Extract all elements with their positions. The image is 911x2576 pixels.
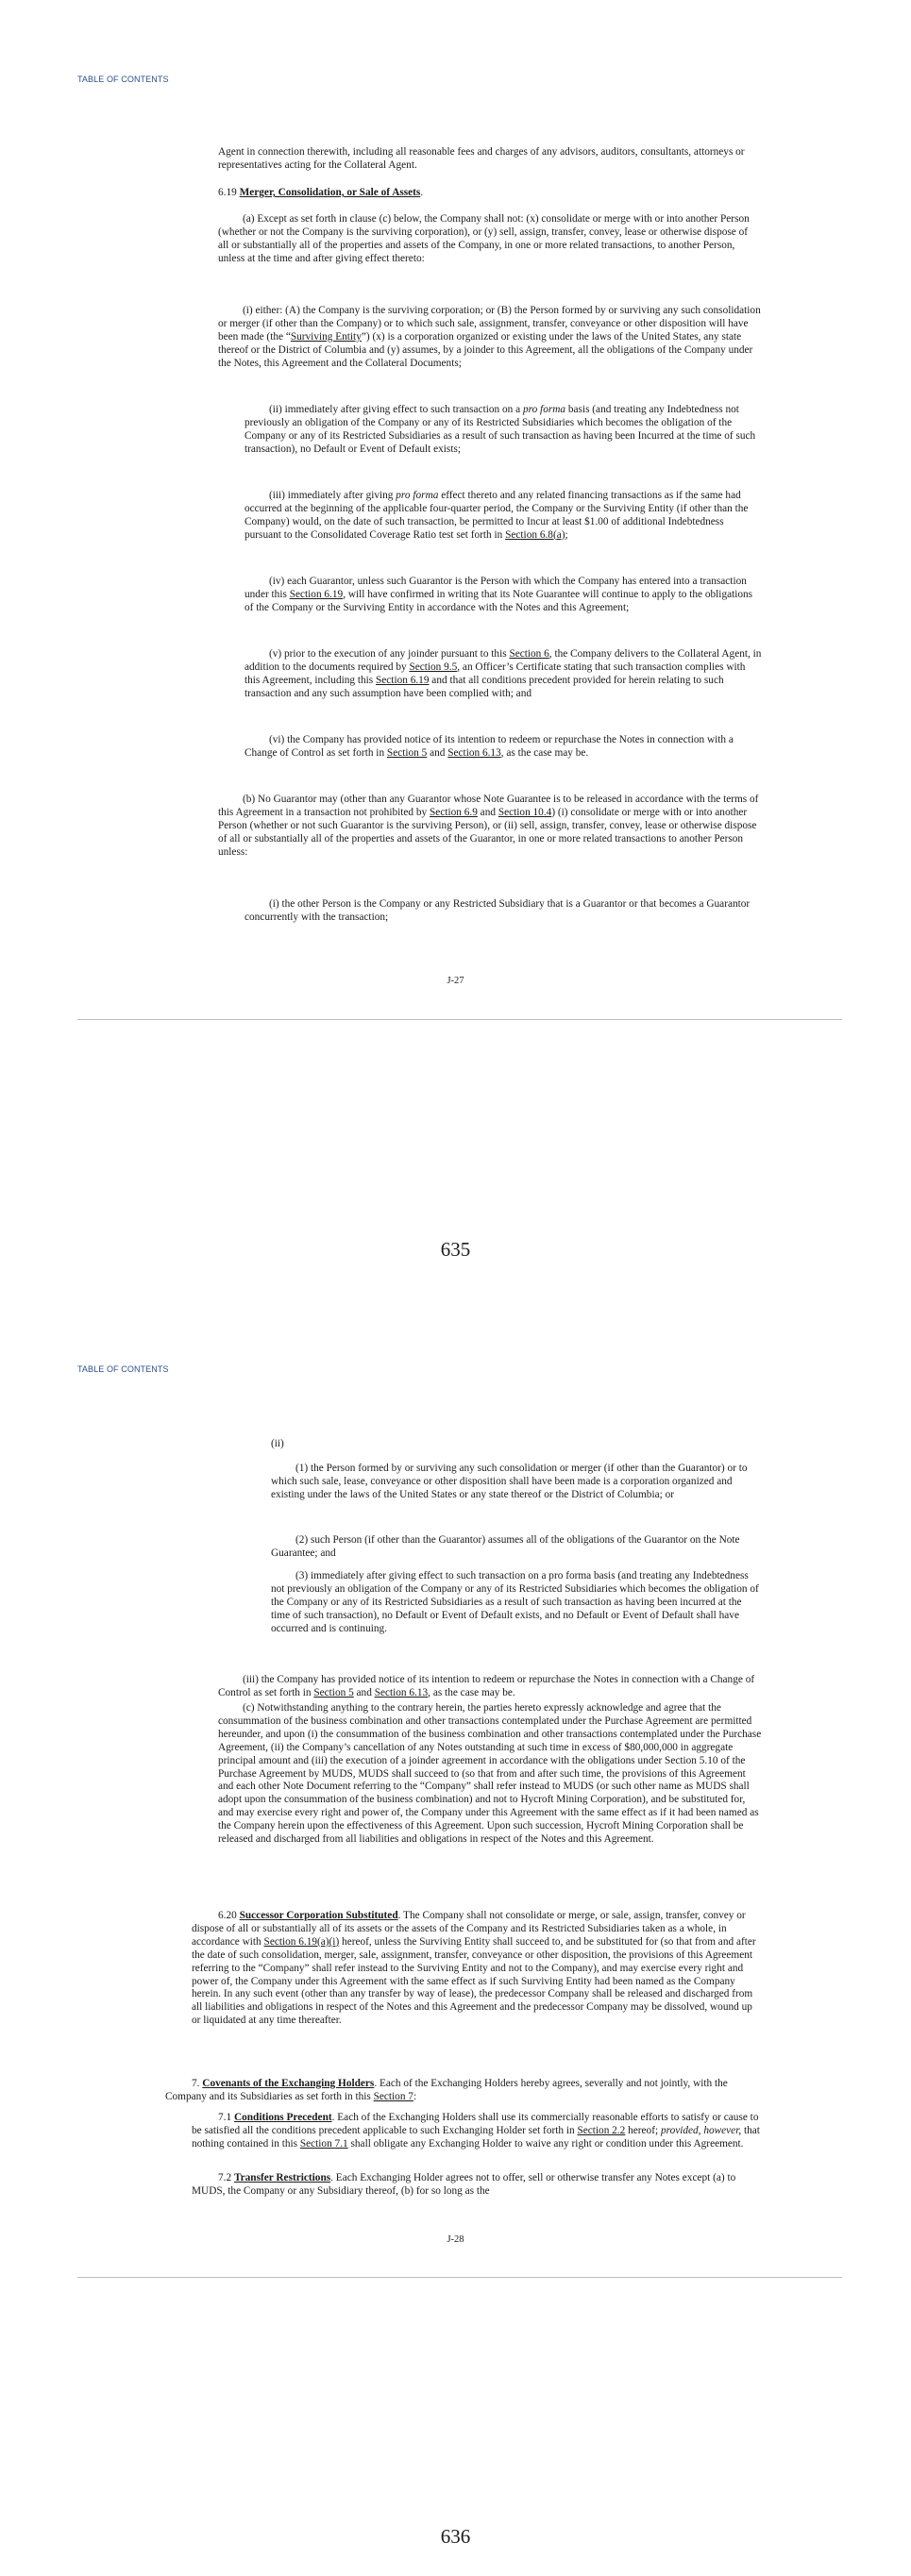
text: shall obligate any Exchanging Holder to waive any right or condition under this Agreement. <box>347 2137 744 2149</box>
section-5-link[interactable]: Section 5 <box>386 746 428 759</box>
section-title: Merger, Consolidation, or Sale of Assets <box>239 187 421 198</box>
text: ”) (x) is a corporation organized or existing under the laws of the United States, any state thereof or the District of Columbia and (y) assumes, by a joinder to this Agreement, all the obligations of the Company under the Notes, this Agreement and the Collateral Documents; <box>218 330 753 369</box>
section-title: Successor Corporation Substituted <box>239 1910 398 1921</box>
page-folio: J-28 <box>447 2234 464 2245</box>
section-6-9-link[interactable]: Section 6.9 <box>430 806 478 818</box>
clause-b-i: (i) the other Person is the Company or any Restricted Subsidiary that is a Guarantor or that becomes a Guarantor concurrently with the transaction; <box>245 898 751 923</box>
page-folio: J-27 <box>447 976 464 986</box>
text: (i) either: (A) the Company is the surviving corporation; or (B) the Person formed by or surviving any such consolidation or merger (if other than the Company) or to which such sale, assignment, transfer, conveyance or other disposition will have been made (the “ <box>218 305 761 343</box>
text: ; <box>565 528 568 541</box>
clause-iv <box>245 576 762 615</box>
subclause-2: (2) such Person (if other than the Guarantor) assumes all of the obligations of the Guarantor on the Note Guarantee; and <box>271 1534 740 1559</box>
page-number: 636 <box>440 2525 471 2548</box>
section-number: 7.1 <box>218 2112 234 2123</box>
page-divider <box>77 1019 842 1020</box>
text: hereof; <box>625 2124 661 2136</box>
text: and <box>477 806 498 818</box>
text: and <box>427 746 448 759</box>
section-9-5-link[interactable]: Section 9.5 <box>409 661 458 673</box>
text: that nothing contained in this <box>192 2124 760 2149</box>
section-6-8a-link[interactable]: Section 6.8(a) <box>505 528 565 541</box>
text: , as the case may be. <box>500 746 589 759</box>
text: (v) prior to the execution of any joinder pursuant to this <box>269 648 510 660</box>
text: and <box>353 1686 375 1698</box>
clause-a: (a) Except as set forth in clause (c) below, the Company shall not: (x) consolidate or merge with or into another Person (whether or not the Company is the surviving corporation), or (y) sell, assign, transfer, convey, lease or otherwise dispose of all or substantially all of the properties and assets of the Company, in one or more related transactions, to another Person, unless at the time and after giving effect thereto: <box>218 213 750 264</box>
page-divider <box>77 2277 842 2278</box>
text: (iii) immediately after giving <box>269 490 396 501</box>
clause-iii-notice <box>218 1674 762 1700</box>
section-title: Conditions Precedent <box>233 2112 332 2123</box>
clause-iii <box>245 490 762 543</box>
section-6-13-link[interactable]: Section 6.13 <box>374 1686 429 1698</box>
italic-text: pro forma <box>396 490 439 501</box>
text: (iv) each Guarantor, unless such Guarantor is the Person with which the Company has entered into a transaction under this <box>245 576 747 600</box>
text: basis (and treating any Indebtedness not previously an obligation of the Company or any of its Restricted Subsidiaries which becomes the obligation of the Company or any of its Restricted Subsidiaries as a result of such transaction as having been Incurred at the time of such transaction), no Default or Event of Default exists; <box>245 404 756 455</box>
text: effect thereto and any related financing transactions as if the same had occurred at the beginning of the applicable four-quarter period, the Company or the Surviving Entity (if other than the Company) would, on the date of such transaction, be permitted to Incur at least $1.00 of additional Indebtedness pursuant to the Consolidated Coverage Ratio test set forth in <box>245 490 749 541</box>
surviving-entity-term: Surviving Entity <box>290 330 362 343</box>
section-7-1 <box>192 2112 762 2151</box>
text: , the Company delivers to the Collateral Agent, in addition to the documents required by <box>245 648 762 673</box>
page-number: 635 <box>440 1238 471 1261</box>
clause-ii-label: (ii) <box>271 1438 284 1449</box>
text: ) (i) consolidate or merge with or into another Person (whether or not such Guarantor is the surviving Person), or (ii) sell, assign, transfer, convey, lease or otherwise dispose of all or substantially all of the properties and assets of the Guarantor, in one or more related transactions to another Person unless: <box>218 806 757 858</box>
clause-b <box>218 794 761 860</box>
section-5-link[interactable]: Section 5 <box>313 1686 354 1698</box>
text: (iii) the Company has provided notice of its intention to redeem or repurchase the Notes in connection with a Change of Control as set forth in <box>218 1674 755 1698</box>
section-6-19-heading: 6.19 Merger, Consolidation, or Sale of Assets. <box>218 187 424 198</box>
section-number: 7.2 <box>218 2172 234 2183</box>
italic-text: pro forma <box>522 404 566 415</box>
clause-ii <box>245 404 762 457</box>
section-7-2 <box>192 2172 762 2199</box>
text: . Each of the Exchanging Holders hereby agrees, severally and not jointly, with the Company and its Subsidiaries as set forth in this <box>165 2078 728 2102</box>
text: . The Company shall not consolidate or merge, or sale, assign, transfer, convey or dispose of all or substantially all of its assets or the assets of the Company and its Restricted Subsidiaries taken as a whole, in accordance with <box>192 1910 746 1948</box>
table-of-contents-link[interactable]: TABLE OF CONTENTS <box>77 75 169 84</box>
section-number: 6.20 <box>218 1910 240 1921</box>
text: , will have confirmed in writing that its Note Guarantee will continue to apply to the obligations of the Company or the Surviving Entity in accordance with the Notes and this Agreement; <box>245 588 753 613</box>
paragraph-collateral-agent: Agent in connection therewith, including all reasonable fees and charges of any advisors, auditors, consultants, attorneys or representatives acting for the Collateral Agent. <box>218 146 745 171</box>
table-of-contents-link[interactable]: TABLE OF CONTENTS <box>77 1364 169 1374</box>
text: , as the case may be. <box>428 1686 515 1698</box>
section-7 <box>165 2078 762 2104</box>
subclause-3: (3) immediately after giving effect to such transaction on a pro forma basis (and treating any Indebtedness not previously an obligation of the Company or any of its Restricted Subsidiaries which becomes the obligation of the Company or any of its Restricted Subsidiaries as a result of such transaction as having been incurred at the time of such transaction), no Default or Event of Default exists, and no Default or Event of Default shall have occurred and is continuing. <box>271 1570 759 1634</box>
section-title: Transfer Restrictions <box>233 2172 331 2183</box>
section-6-link[interactable]: Section 6 <box>509 648 549 660</box>
section-2-2-link[interactable]: Section 2.2 <box>577 2124 626 2136</box>
text: (b) No Guarantor may (other than any Guarantor whose Note Guarantee is to be released in accordance with the terms of this Agreement in a transaction not prohibited by <box>218 794 759 818</box>
text: . Each Exchanging Holder agrees not to offer, sell or otherwise transfer any Notes except (a) to MUDS, the Company or any Subsidiary thereof, (b) for so long as the <box>192 2172 736 2197</box>
section-7-1-link[interactable]: Section 7.1 <box>299 2137 348 2149</box>
clause-vi <box>245 734 762 761</box>
section-title: Covenants of the Exchanging Holders <box>202 2078 375 2089</box>
section-7-link[interactable]: Section 7 <box>373 2090 413 2102</box>
clause-i <box>218 305 761 371</box>
section-6-19ai-link[interactable]: Section 6.19(a)(i) <box>263 1935 340 1948</box>
section-10-4-link[interactable]: Section 10.4 <box>498 806 552 818</box>
subclause-1: (1) the Person formed by or surviving any such consolidation or merger (if other than the Guarantor) or to which such sale, lease, conveyance or other disposition shall have been made is a corporation organized and existing under the laws of the United States or any state thereof or the District of Columbia; or <box>271 1463 748 1500</box>
clause-v <box>245 648 762 701</box>
section-number: 6.19 <box>218 187 240 198</box>
section-number: 7. <box>192 2078 203 2089</box>
section-6-13-link[interactable]: Section 6.13 <box>447 746 501 759</box>
text: : <box>413 2090 417 2102</box>
text: (vi) the Company has provided notice of its intention to redeem or repurchase the Notes in connection with a Change of Control as set forth in <box>245 734 734 759</box>
italic-text: provided, however, <box>660 2124 742 2136</box>
text: (ii) immediately after giving effect to such transaction on a <box>269 404 523 415</box>
text: , an Officer’s Certificate stating that such transaction complies with this Agreement, including this <box>245 661 746 686</box>
text: . Each of the Exchanging Holders shall use its commercially reasonable efforts to satisfy or cause to be satisfied all the conditions precedent applicable to such Exchanging Holder set forth in <box>192 2112 759 2136</box>
text: and that all conditions precedent provided for herein relating to such transaction and any such assumption have been complied with; and <box>245 674 724 699</box>
section-6-19-link[interactable]: Section 6.19 <box>376 674 430 686</box>
section-6-19-link[interactable]: Section 6.19 <box>289 588 344 600</box>
text: hereof, unless the Surviving Entity shall succeed to, and be substituted for (so that from and after the date of such consolidation, merger, sale, assignment, transfer, conveyance or other disposition, the provisions of this Agreement referring to the “Company” shall refer instead to the Surviving Entity and not to the Company), and may exercise every right and power of, the Company under this Agreement with the same effect as if such Surviving Entity had been named as the Company herein. In any such event (other than any transfer by way of lease), the predecessor Company shall be released and discharged from all liabilities and obligations in respect of the Notes and this Agreement and the predecessor Company may be dissolved, wound up or liquidated at any time thereafter. <box>192 1935 756 2027</box>
clause-c: (c) Notwithstanding anything to the contrary herein, the parties hereto expressly acknowledge and agree that the consummation of the business combination and other transactions contemplated under the Purchase Agreement are permitted hereunder, and upon (i) the consummation of the business combination and other transactions contemplated under the Purchase Agreement, (ii) the Company’s cancellation of any Notes outstanding at such time in excess of $80,000,000 in aggregate principal amount and (iii) the execution of a joinder agreement in accordance with the obligations under Section 5.10 of the Purchase Agreement by MUDS, MUDS shall succeed to (so that from and after such time, the provisions of this Agreement and each other Note Document referring to the “Company” shall refer instead to MUDS (or such other name as MUDS shall adopt upon the consummation of the business combination) and not to Hycroft Mining Corporation), and be substituted for, and may exercise every right and power of, the Company under this Agreement with the same effect as if it had been named as the Company herein upon the effectiveness of this Agreement. Upon such succession, Hycroft Mining Corporation shall be released and discharged from all liabilities and obligations in respect of the Notes and this Agreement. <box>218 1702 762 1846</box>
section-6-20 <box>192 1910 762 2028</box>
